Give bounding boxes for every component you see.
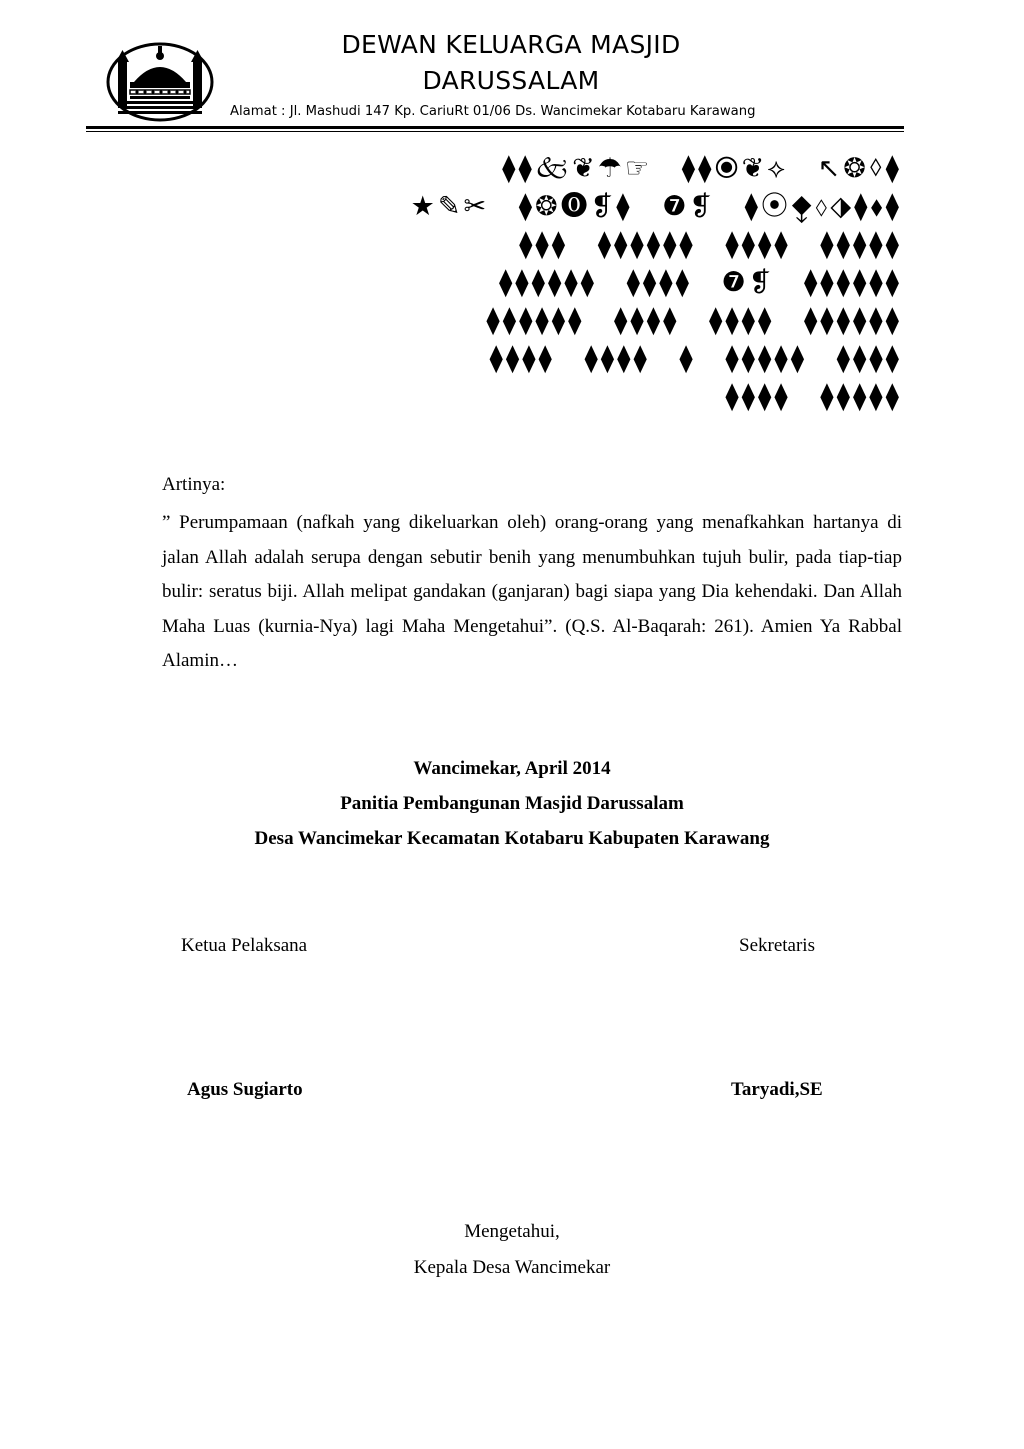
verse-line: ⧫⧫🙵❦☂☞ ⧫⧫⦿❦⟡ ↖❂⬨⧫ <box>502 153 902 184</box>
chairman-role: Ketua Pelaksana <box>181 935 308 956</box>
secretary-role: Sekretaris <box>739 935 815 956</box>
verse-line: ★✎✂ ⧫❂⓿❡⧫ ❼❡ ⧫⦿⧪⬨⬗⧫⬧⧫ <box>410 191 902 222</box>
chairman-name: Agus Sugiarto <box>187 1079 303 1100</box>
letterhead-address: Alamat : Jl. Mashudi 147 Kp. CariuRt 01/06 Ds. Wancimekar Kotabaru Karawang <box>230 104 756 119</box>
acknowledgement-label: Mengetahui, <box>464 1221 560 1242</box>
committee-name: Panitia Pembangunan Masjid Darussalam <box>340 793 684 814</box>
translation-text: ” Perumpamaan (nafkah yang dikeluarkan oleh) orang-orang yang menafkahkan hartanya di jalan Allah adalah serupa dengan sebutir benih yang menumbuhkan tujuh bulir, pada tiap-tiap bulir: seratus biji. Allah melipat gandakan (ganjaran) bagi siapa yang Dia kehendaki. Dan Allah Maha Luas (kurnia-Nya) lagi Maha Mengetahui”. (Q.S. Al-Baqarah: 261). Amien Ya Rabbal Alamin… <box>162 512 902 671</box>
letterhead-subtitle: DARUSSALAM <box>422 66 600 95</box>
verse-line: ⧫⧫⧫⧫ ⧫⧫⧫⧫ ⧫ ⧫⧫⧫⧫⧫ ⧫⧫⧫⧫ <box>489 343 902 374</box>
mosque-logo-icon <box>104 38 216 122</box>
letterhead-title: DEWAN KELUARGA MASJID <box>341 30 681 59</box>
secretary-name: Taryadi,SE <box>731 1079 823 1100</box>
verse-line: ⧫⧫⧫⧫⧫⧫ ⧫⧫⧫⧫ ⧫⧫⧫⧫ ⧫⧫⧫⧫⧫⧫ <box>486 305 902 336</box>
header-divider-thick <box>86 126 904 129</box>
verse-line: ⧫⧫⧫⧫⧫⧫ ⧫⧫⧫⧫ ❼❡ ⧫⧫⧫⧫⧫⧫ <box>498 267 902 298</box>
village-head-title: Kepala Desa Wancimekar <box>413 1257 611 1278</box>
verse-block <box>162 150 902 416</box>
verse-line: ⧫⧫⧫⧫ ⧫⧫⧫⧫⧫ <box>725 381 902 412</box>
place-date: Wancimekar, April 2014 <box>413 758 611 779</box>
header-divider-thin <box>86 131 904 132</box>
translation-label: Artinya: <box>162 474 226 495</box>
region-line: Desa Wancimekar Kecamatan Kotabaru Kabupaten Karawang <box>254 828 770 849</box>
verse-line: ⧫⧫⧫ ⧫⧫⧫⧫⧫⧫ ⧫⧫⧫⧫ ⧫⧫⧫⧫⧫ <box>519 229 902 260</box>
